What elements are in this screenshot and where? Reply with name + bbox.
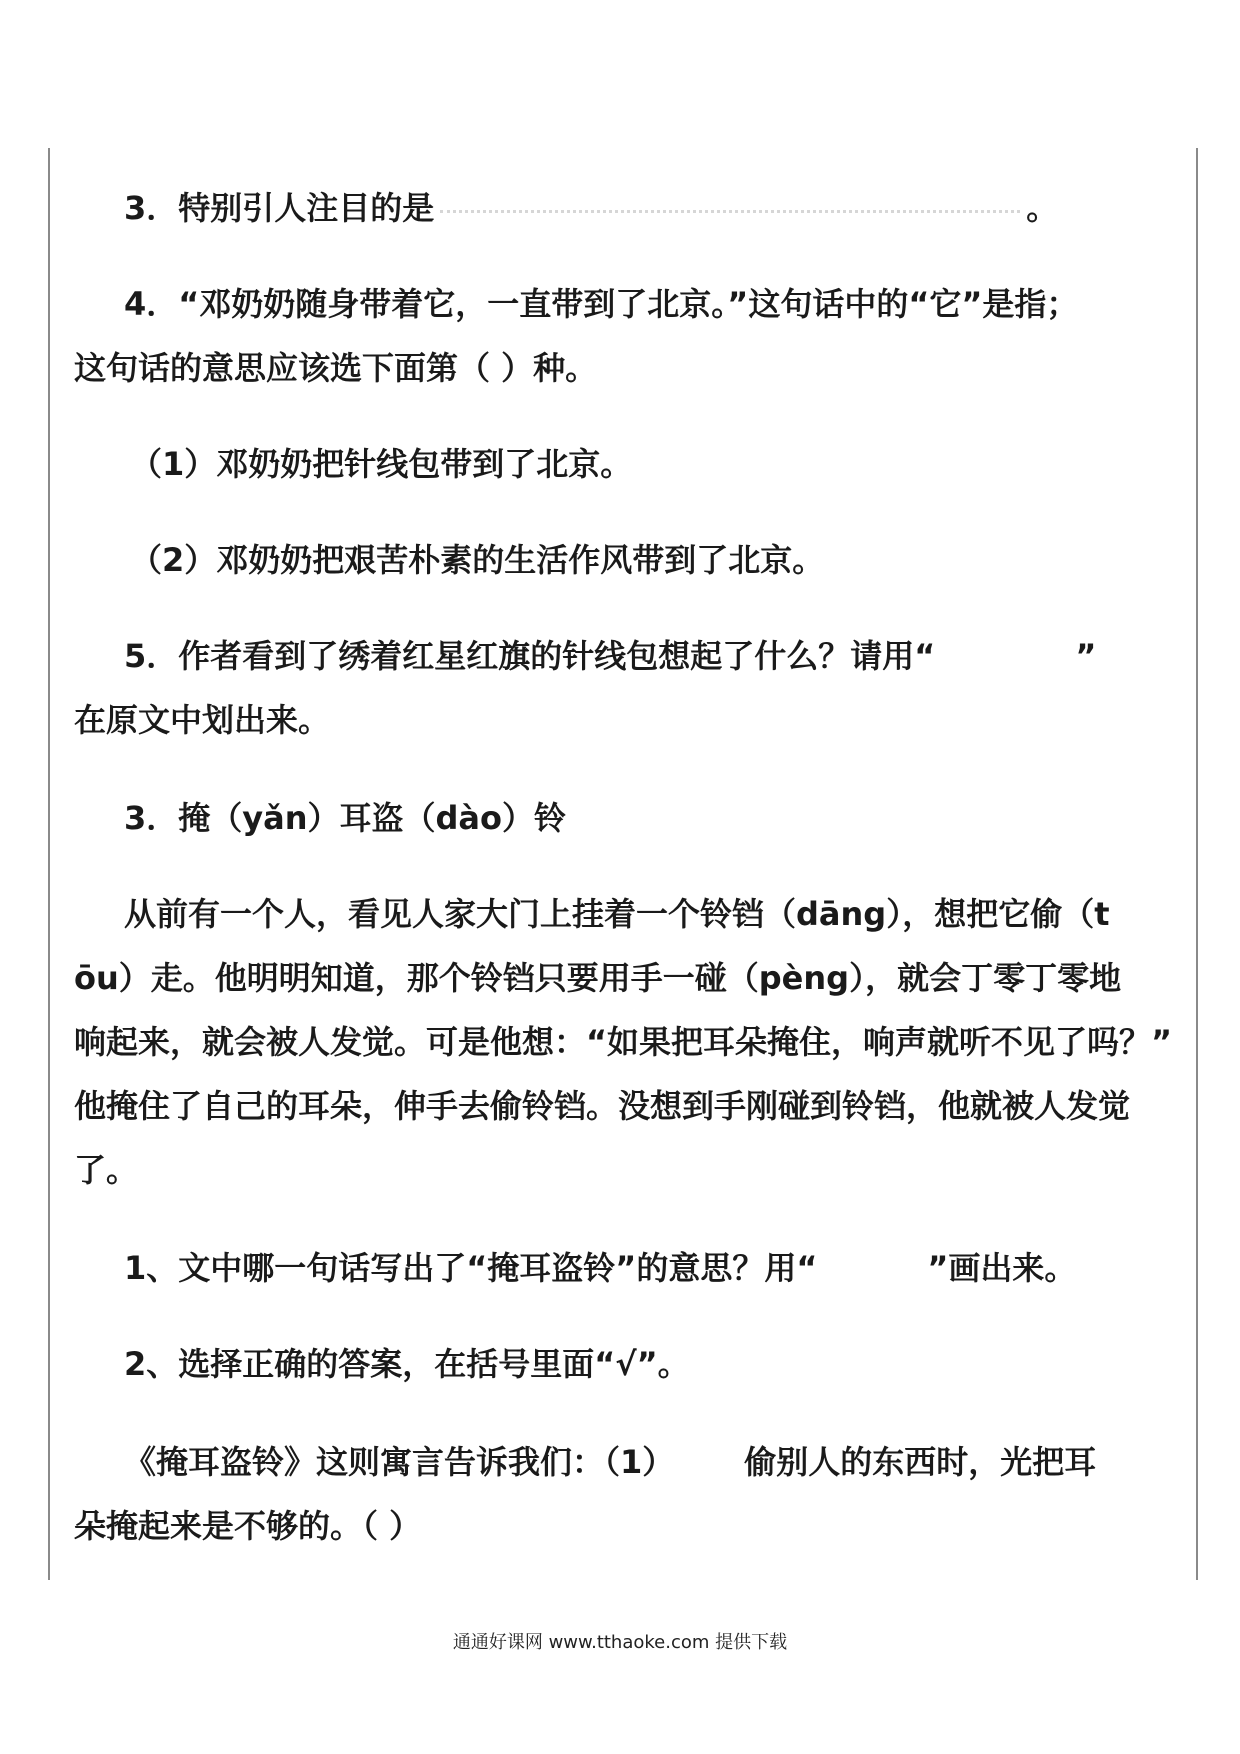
right-margin-rule	[1196, 148, 1198, 1580]
story-line: 响起来，就会被人发觉。可是他想：“如果把耳朵掩住，响声就听不见了吗？”	[74, 1023, 1173, 1061]
question-3: 3．特别引人注目的是 。	[124, 189, 1059, 227]
question-4-line2: 这句话的意思应该选下面第（ ）种。	[74, 349, 598, 387]
story-line: 了。	[74, 1151, 139, 1189]
footer-source: 通通好课网 www.tthaoke.com 提供下载	[452, 1632, 788, 1653]
story-line: ōu）走。他明明知道，那个铃铛只要用手一碰（pèng），就会丁零丁零地	[74, 959, 1122, 997]
left-margin-rule	[48, 148, 50, 1580]
question-b2-text-line1: 《掩耳盗铃》这则寓言告诉我们：（1） 偷别人的东西时，光把耳	[124, 1443, 1097, 1481]
question-5-line1: 5．作者看到了绣着红星红旗的针线包想起了什么？请用“ ”	[124, 637, 1097, 675]
story-line: 他掩住了自己的耳朵，伸手去偷铃铛。没想到手刚碰到铃铛，他就被人发觉	[74, 1087, 1131, 1125]
answer-blank[interactable]	[440, 208, 1020, 213]
option-1: （1）邓奶奶把针线包带到了北京。	[130, 445, 633, 483]
option-2: （2）邓奶奶把艰苦朴素的生活作风带到了北京。	[130, 541, 825, 579]
worksheet-content	[74, 176, 1174, 1558]
question-b1: 1、文中哪一句话写出了“掩耳盗铃”的意思？用“ ”画出来。	[124, 1249, 1077, 1287]
story-title: 3．掩（yǎn）耳盗（dào）铃	[124, 799, 566, 837]
question-b2-text-line2: 朵掩起来是不够的。（ ）	[74, 1507, 422, 1545]
question-5-line2: 在原文中划出来。	[74, 701, 331, 739]
story-line: 从前有一个人，看见人家大门上挂着一个铃铛（dāng），想把它偷（t	[124, 895, 1110, 933]
question-b2: 2、选择正确的答案，在括号里面“√”。	[124, 1345, 690, 1383]
question-4-line1: 4．“邓奶奶随身带着它，一直带到了北京。”这句话中的“它”是指；	[124, 285, 1079, 323]
